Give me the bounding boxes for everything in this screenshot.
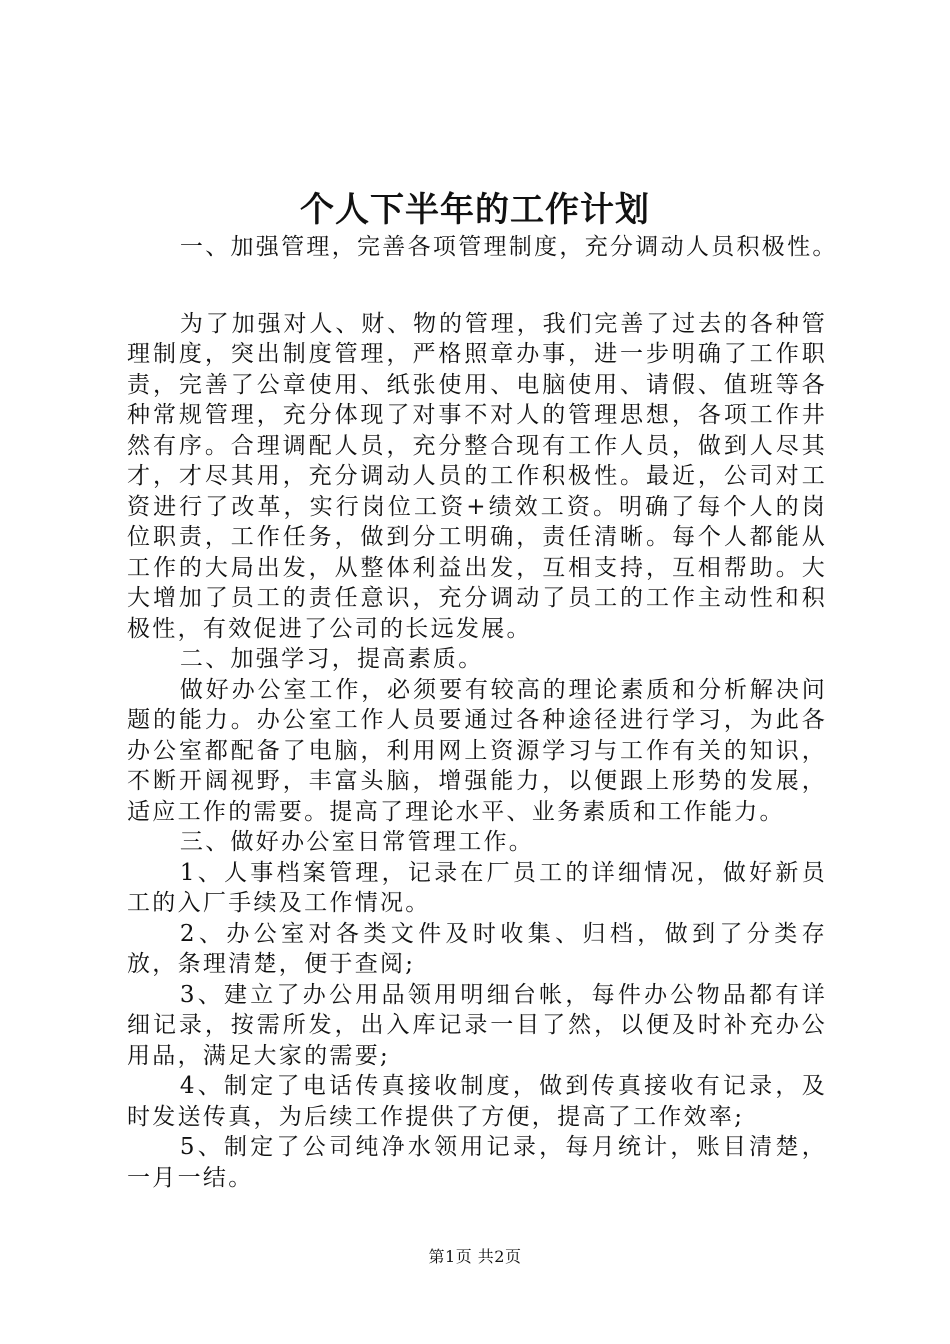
section-heading-1: 一、加强管理，完善各项管理制度，充分调动人员积极性。	[179, 234, 838, 260]
document-title: 个人下半年的工作计划	[300, 190, 650, 230]
list-item-2: 2、办公室对各类文件及时收集、归档，做到了分类存放，条理清楚，便于查阅;	[127, 920, 827, 977]
page-footer: 第1页 共2页	[428, 1247, 522, 1266]
list-item-3: 3、建立了办公用品领用明细台帐，每件办公物品都有详细记录，按需所发，出入库记录一目了然，以便及时补充办公用品，满足大家的需要;	[127, 981, 827, 1069]
paragraph-management: 为了加强对人、财、物的管理，我们完善了过去的各种管理制度，突出制度管理，严格照章办事，进一步明确了工作职责，完善了公章使用、纸张使用、电脑使用、请假、值班等各种常规管理，充分体现了对事不对人的管理思想，各项工作井然有序。合理调配人员，充分整合现有工作人员，做到人尽其才，才尽其用，充分调动人员的工作积极性。最近，公司对工资进行了改革，实行岗位工资+绩效工资。明确了每个人的岗位职责，工作任务，做到分工明确，责任清晰。每个人都能从工作的大局出发，从整体利益出发，互相支持，互相帮助。大大增加了员工的责任意识，充分调动了员工的工作主动性和积极性，有效促进了公司的长远发展。	[127, 310, 827, 642]
section-heading-2: 二、加强学习，提高素质。	[179, 646, 484, 672]
list-item-4: 4、制定了电话传真接收制度，做到传真接收有记录，及时发送传真，为后续工作提供了方便，提高了工作效率;	[127, 1073, 827, 1130]
list-item-5: 5、制定了公司纯净水领用记录，每月统计，账目清楚，一月一结。	[127, 1134, 827, 1191]
section-heading-3: 三、做好办公室日常管理工作。	[179, 829, 535, 855]
list-item-1: 1、人事档案管理，记录在厂员工的详细情况，做好新员工的入厂手续及工作情况。	[127, 859, 827, 916]
paragraph-learning: 做好办公室工作，必须要有较高的理论素质和分析解决问题的能力。办公室工作人员要通过各种途径进行学习，为此各办公室都配备了电脑，利用网上资源学习与工作有关的知识，不断开阔视野，丰富头脑，增强能力，以便跟上形势的发展，适应工作的需要。提高了理论水平、业务素质和工作能力。	[127, 676, 827, 825]
document-body	[127, 232, 838, 1193]
